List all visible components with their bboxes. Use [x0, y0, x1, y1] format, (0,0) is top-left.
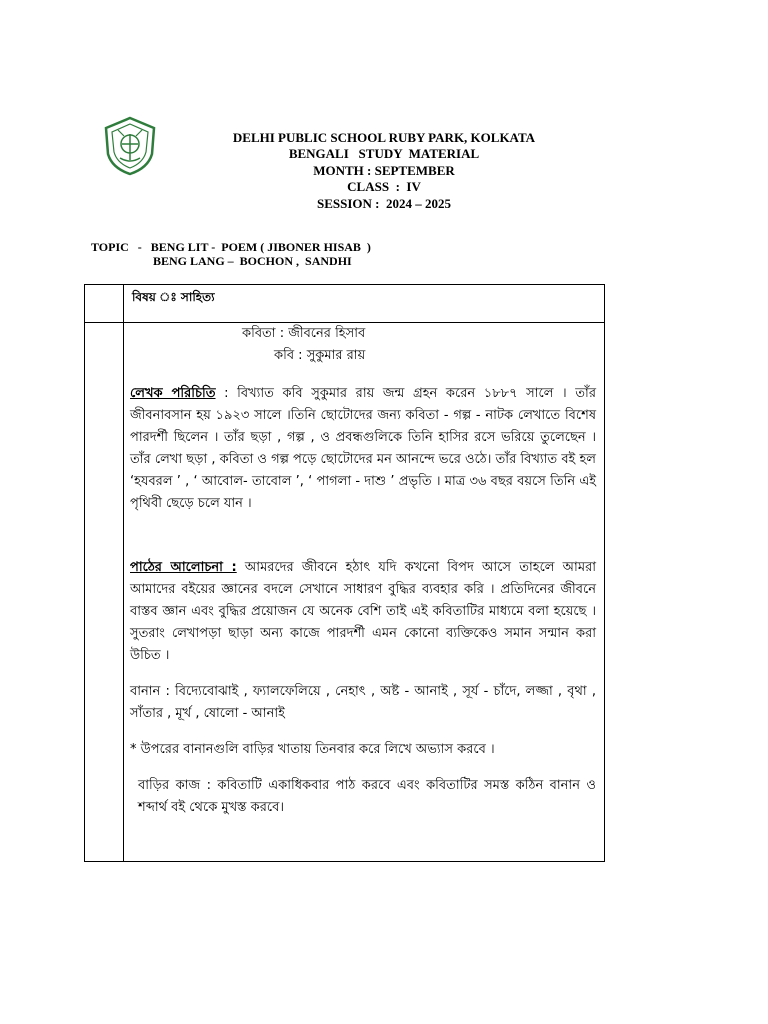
poem-title: কবিতা : জীবনের হিসাব	[242, 326, 366, 341]
material-title: BENGALI STUDY MATERIAL	[288, 146, 480, 162]
month-line: MONTH : SEPTEMBER	[313, 162, 455, 178]
practice-note: * উপরের বানানগুলি বাড়ির খাতায় তিনবার করে লিখে অভ্যাস করবে ।	[130, 742, 495, 757]
author-intro-text: : বিখ্যাত কবি সুকুমার রায় জন্ম গ্রহন করেন ১৮৮৭ সালে । তাঁর জীবনাবসান হয় ১৯২৩ সালে ।তিনি ছোটোদের জন্য কবিতা - গল্প - নাটক লেখাতে বিশেষ পারদর্শী ছিলেন । তাঁর ছড়া , গল্প , ও প্রবন্ধগুলিকে তিনি হাসির রসে ভরিয়ে তুলেছেন । তাঁর লেখা ছড়া , কবিতা ও গল্প পড়ে ছোটোদের মন আনন্দে ভরে ওঠে। তাঁর বিখ্যাত বই হল ‘হযবরল ’ , ‘ আবোল- তাবোল ’, ‘ পাগলা - দাশু ’ প্রভৃতি । মাত্র ৩৬ বছর বয়সে তিনি এই পৃথিবী ছেড়ে চলে যান ।	[130, 386, 596, 511]
school-name: DELHI PUBLIC SCHOOL RUBY PARK, KOLKATA	[232, 130, 536, 145]
topic-line-1: TOPIC - BENG LIT - POEM ( JIBONER HISAB )	[91, 240, 371, 254]
discussion-heading: পাঠের আলোচনা :	[130, 560, 237, 575]
content-table	[84, 284, 605, 862]
document-header	[140, 130, 628, 212]
poet-line: কবি : সুকুমার রায়	[274, 348, 366, 363]
topic-line-2: BENG LANG – BOCHON , SANDHI	[153, 254, 352, 268]
spelling-list: বানান : বিদ্যেবোঝাই , ফ্যালফেলিয়ে , নেহাৎ , অষ্ট - আনাই , সূর্য - চাঁদে, লজ্জা , বৃথা , সাঁতার , মূর্খ , ষোলো - আনাই	[130, 684, 596, 721]
table-column-divider	[123, 285, 124, 861]
discussion-text: আমরদের জীবনে হঠাৎ যদি কখনো বিপদ আসে তাহলে আমরা আমাদের বইয়ের জ্ঞানের বদলে সেখানে সাধারণ বুদ্ধির ব্যবহার করি । প্রতিদিনের জীবনে বাস্তব জ্ঞান এবং বুদ্ধির প্রয়োজন যে অনেক বেশি তাই এই কবিতাটির মাধ্যমে বলা হয়েছে । সুতরাং লেখাপড়া ছাড়া অন্য কাজে পারদর্শী এমন কোনো ব্যক্তিকেও সমান সন্মান করা উচিত ।	[130, 560, 596, 663]
topic-block	[91, 240, 371, 268]
homework: বাড়ির কাজ : কবিতাটি একাধিকবার পাঠ করবে এবং কবিতাটির সমস্ত কঠিন বানান ও শব্দার্থ বই থেকে মুখস্ত করবে।	[138, 778, 596, 815]
author-intro	[130, 383, 596, 515]
subject-label: বিষয় ঃ সাহিত্য	[132, 290, 215, 304]
table-content	[130, 323, 596, 819]
author-intro-heading: লেখক পরিচিতি	[130, 386, 216, 401]
class-line: CLASS : IV	[347, 179, 421, 195]
session-line: SESSION : 2024 – 2025	[317, 195, 451, 211]
lesson-discussion	[130, 557, 596, 667]
